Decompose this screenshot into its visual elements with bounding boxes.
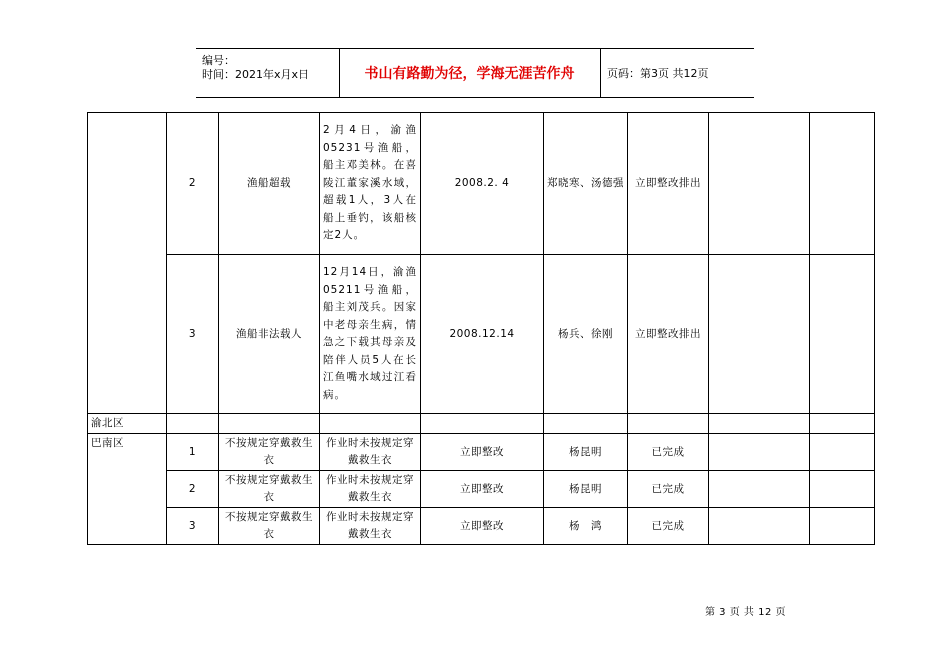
empty-cell [810, 255, 875, 414]
table-row [88, 414, 875, 434]
action-cell [628, 414, 709, 434]
no-cell: 1 [167, 434, 219, 471]
action-cell: 立即整改排出 [628, 255, 709, 414]
date-cell: 2008.12.14 [421, 255, 544, 414]
empty-cell [709, 414, 810, 434]
action-cell: 立即整改排出 [628, 113, 709, 255]
action-cell: 已完成 [628, 434, 709, 471]
page-header [196, 48, 754, 98]
district-cell [88, 113, 167, 414]
no-cell: 2 [167, 471, 219, 508]
empty-cell [810, 434, 875, 471]
number-label: 编号： [202, 54, 235, 67]
people-cell: 杨昆明 [544, 471, 628, 508]
no-cell: 3 [167, 255, 219, 414]
date-cell: 立即整改 [421, 508, 544, 545]
header-page-number: 页码：第3页 共12页 [607, 67, 709, 80]
people-cell: 杨昆明 [544, 434, 628, 471]
table-row [88, 113, 875, 255]
item-cell: 不按规定穿戴救生衣 [219, 471, 320, 508]
empty-cell [709, 434, 810, 471]
district-cell: 渝北区 [88, 414, 167, 434]
header-meta-cell [196, 49, 340, 97]
people-cell: 郑晓寒、汤德强 [544, 113, 628, 255]
table-row [88, 508, 875, 545]
empty-cell [709, 113, 810, 255]
item-cell: 不按规定穿戴救生衣 [219, 508, 320, 545]
desc-cell: 作业时未按规定穿戴救生衣 [320, 434, 421, 471]
table-row [88, 434, 875, 471]
empty-cell [709, 508, 810, 545]
empty-cell [810, 414, 875, 434]
empty-cell [810, 508, 875, 545]
empty-cell [810, 113, 875, 255]
no-cell: 3 [167, 508, 219, 545]
desc-cell [320, 414, 421, 434]
date-cell: 2008.2. 4 [421, 113, 544, 255]
people-cell: 杨 鸿 [544, 508, 628, 545]
empty-cell [810, 471, 875, 508]
desc-cell: 12月14日，渝渔05211号渔船，船主刘茂兵。因家中老母亲生病，情急之下载其母亲及陪伴人员5人在长江鱼嘴水域过江看病。 [320, 255, 421, 414]
no-cell [167, 414, 219, 434]
inspection-table [87, 112, 875, 545]
date-cell [421, 414, 544, 434]
action-cell: 已完成 [628, 471, 709, 508]
table-row [88, 471, 875, 508]
item-cell: 不按规定穿戴救生衣 [219, 434, 320, 471]
desc-cell: 作业时未按规定穿戴救生衣 [320, 508, 421, 545]
action-cell: 已完成 [628, 508, 709, 545]
empty-cell [709, 471, 810, 508]
date-cell: 立即整改 [421, 434, 544, 471]
item-cell: 渔船非法载人 [219, 255, 320, 414]
table-row [88, 255, 875, 414]
header-motto: 书山有路勤为径，学海无涯苦作舟 [339, 49, 601, 97]
district-cell: 巴南区 [88, 434, 167, 545]
item-cell [219, 414, 320, 434]
empty-cell [709, 255, 810, 414]
no-cell: 2 [167, 113, 219, 255]
desc-cell: 2月4日，渝渔05231号渔船，船主邓美林。在喜陵江董家溪水域，超载1人，3人在船上垂钓，该船核定2人。 [320, 113, 421, 255]
date-label: 时间：2021年x月x日 [202, 68, 310, 81]
desc-cell: 作业时未按规定穿戴救生衣 [320, 471, 421, 508]
people-cell: 杨兵、徐刚 [544, 255, 628, 414]
people-cell [544, 414, 628, 434]
date-cell: 立即整改 [421, 471, 544, 508]
item-cell: 渔船超载 [219, 113, 320, 255]
page-footer: 第 3 页 共 12 页 [705, 607, 786, 618]
